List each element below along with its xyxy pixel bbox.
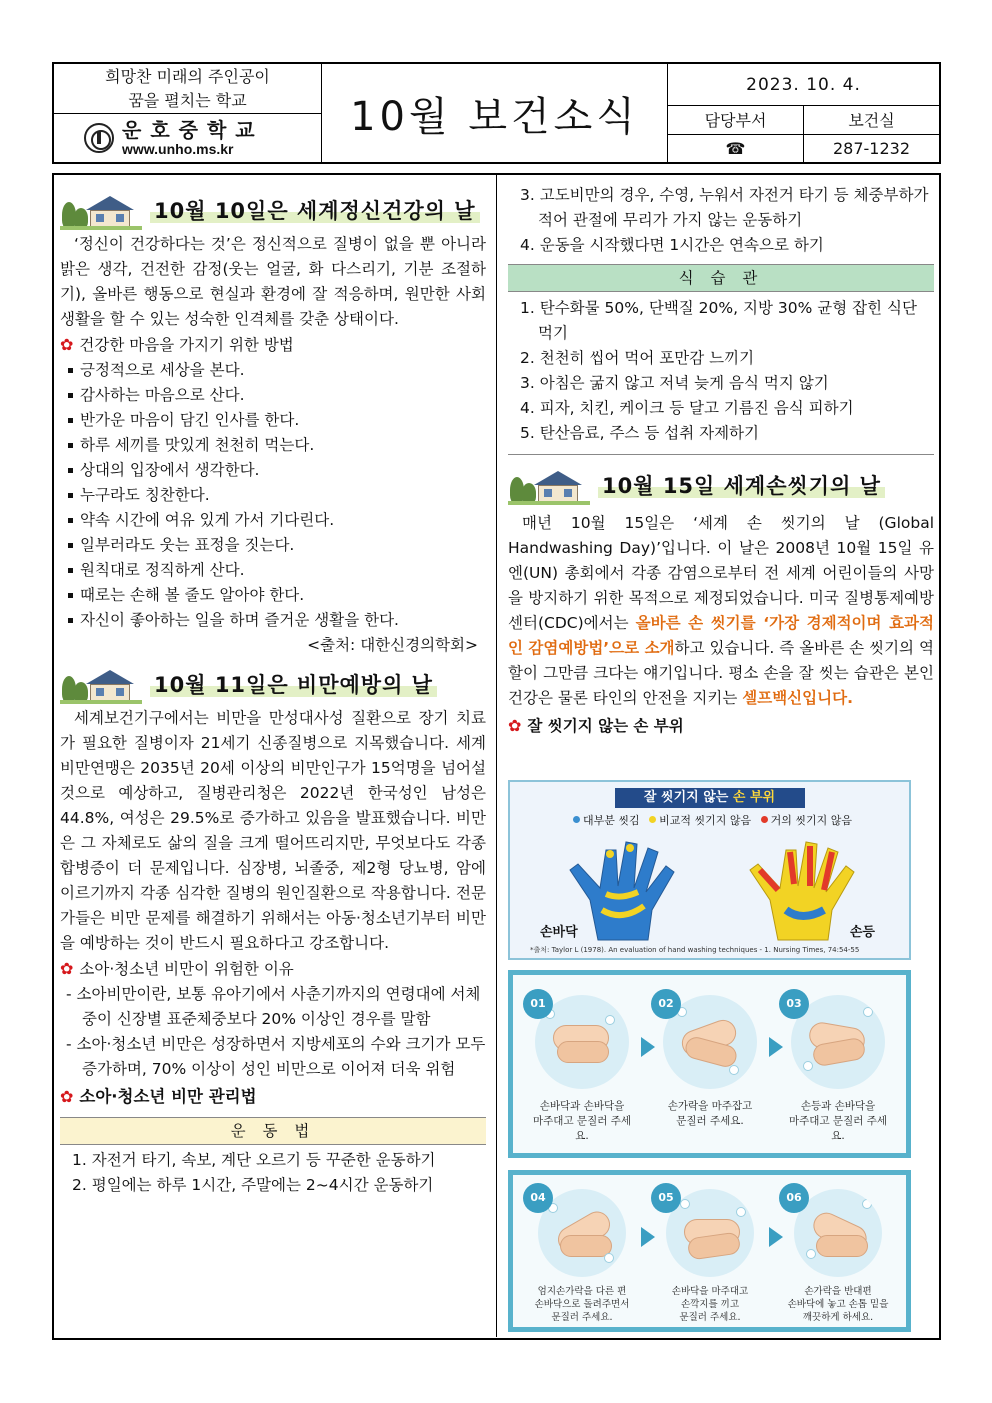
arrow-right-icon: [641, 1037, 655, 1057]
step-number: 05: [651, 1183, 681, 1213]
tips-heading: ✿ 건강한 마음을 가지기 위한 방법: [60, 335, 294, 354]
step-card: [527, 995, 637, 1144]
diet-band: 식 습 관: [508, 264, 934, 292]
step-caption: 손등과 손바닥을: [800, 1100, 876, 1112]
phone-icon: ☎: [668, 135, 804, 163]
section-heading-mental-health: [60, 190, 486, 232]
house-icon: [508, 467, 590, 505]
school-emblem-icon: [84, 123, 114, 153]
step-caption: 깨끗하게 하세요.: [802, 1312, 874, 1323]
step-caption: 손가락을 반대편: [804, 1286, 872, 1297]
issue-info: [668, 64, 939, 162]
step-number: 04: [523, 1183, 553, 1213]
step-caption: 마주대고 문질러 주세요.: [533, 1115, 631, 1142]
arrow-right-icon: [769, 1227, 783, 1247]
section-heading-handwashing: [508, 465, 934, 507]
legend-dot: [573, 816, 580, 823]
column-divider: [496, 175, 497, 1337]
step-caption: 손바닥에 놓고 손톱 밑을: [787, 1299, 889, 1310]
step-card: [783, 1189, 893, 1324]
list-item: 1. 자전거 타기, 속보, 계단 오르기 등 꾸준한 운동하기: [72, 1151, 436, 1169]
step-caption: 손바닥으로 돌려주면서: [534, 1299, 630, 1310]
dept-label: 담당부서: [668, 106, 804, 134]
list-item: 감사하는 마음으로 산다.: [60, 383, 486, 408]
highlight-text: 셀프백신입니다.: [742, 689, 853, 707]
palm-label: 손바닥: [540, 925, 578, 940]
back-hand-icon: [750, 842, 854, 940]
step-card: [655, 995, 765, 1129]
palm-hand-icon: [570, 842, 674, 940]
step-number: 06: [779, 1183, 809, 1213]
motto-line-2: 꿈을 펼치는 학교: [128, 91, 247, 110]
mental-health-intro: ‘정신이 건강하다는 것’은 정신적으로 질병이 없을 뿐 아니라 밝은 생각, 건전한 감정(웃는 얼굴, 화 다스리기, 기분 조절하기), 올바른 행동으로 현실과 환경에 잘 적응하며, 원만한 사회생활을 할 수 있는 성숙한 인격체를 갖춘 상태이다.: [60, 235, 486, 328]
step-caption: 손바닥과 손바닥을: [539, 1100, 625, 1112]
school-block: [54, 64, 322, 162]
section-heading-obesity: [60, 664, 486, 706]
issue-date: 2023. 10. 4.: [668, 64, 939, 106]
diet-list: [508, 296, 934, 446]
step-caption: 엄지손가락을 다른 편: [537, 1286, 627, 1297]
list-item: 때로는 손해 볼 줄도 알아야 한다.: [60, 583, 486, 608]
exercise-list-continued: [508, 183, 934, 258]
right-column: [508, 183, 934, 739]
list-item: 약속 시간에 여유 있게 가서 기다린다.: [60, 508, 486, 533]
dept-value: 보건실: [848, 111, 895, 131]
manage-heading: ✿ 소아·청소년 비만 관리법: [60, 1087, 257, 1106]
legend-dot: [649, 816, 656, 823]
exercise-band: 운 동 법: [60, 1117, 486, 1145]
source-note: <출처: 대한신경의학회>: [307, 636, 478, 654]
step-number: 03: [779, 989, 809, 1019]
highlight-text: 올바른 손 씻기를 ‘가장 경제적이며 효과적인 감염예방법’으로 소개: [508, 614, 934, 657]
list-item: 5. 탄산음료, 주스 등 섭취 자제하기: [520, 424, 760, 442]
flower-icon: ✿: [60, 959, 74, 978]
missed-areas-heading: ✿ 잘 씻기지 않는 손 부위: [508, 716, 684, 735]
list-item: 4. 피자, 치킨, 케이크 등 달고 기름진 음식 피하기: [520, 399, 854, 417]
risk-heading: ✿ 소아·청소년 비만이 위험한 이유: [60, 959, 294, 978]
handwashing-steps-1-3: [508, 970, 911, 1158]
step-number: 01: [523, 989, 553, 1019]
step-caption: 손바닥을 마주대고: [671, 1286, 749, 1297]
step-caption: 문질러 주세요.: [676, 1115, 744, 1127]
legend-dot: [761, 816, 768, 823]
motto-line-1: 희망찬 미래의 주인공이: [105, 67, 270, 86]
list-item: 2. 평일에는 하루 1시간, 주말에는 2~4시간 운동하기: [72, 1176, 434, 1194]
step-caption: 문질러 주세요.: [551, 1312, 613, 1323]
list-item: 하루 세끼를 맛있게 천천히 먹는다.: [60, 433, 486, 458]
step-caption: 마주대고 문질러 주세요.: [789, 1115, 887, 1142]
step-caption: 손가락을 마주잡고: [667, 1100, 753, 1112]
left-column: [60, 190, 486, 1198]
separator: [508, 454, 934, 455]
section-title: 10월 11일은 비만예방의 날: [150, 673, 437, 697]
handwashing-steps-4-6: [508, 1170, 911, 1332]
list-item: 3. 고도비만의 경우, 수영, 누워서 자전거 타기 등 체중부하가 적어 관절에 무리가 가지 않는 운동하기: [520, 186, 929, 229]
school-url[interactable]: www.unho.ms.kr: [122, 141, 234, 157]
list-item: 반가운 마음이 담긴 인사를 한다.: [60, 408, 486, 433]
flower-icon: ✿: [60, 335, 74, 354]
house-icon: [60, 666, 142, 704]
list-item: 자신이 좋아하는 일을 하며 즐거운 생활을 한다.: [60, 608, 486, 633]
flower-icon: ✿: [508, 716, 522, 735]
missed-areas-illustration: [508, 780, 911, 960]
school-identity: [54, 114, 321, 162]
list-item: 일부러라도 웃는 표정을 짓는다.: [60, 533, 486, 558]
illustration-title: 잘 씻기지 않는 손 부위: [615, 788, 805, 808]
school-motto: [54, 64, 321, 114]
house-icon: [60, 192, 142, 230]
newsletter-header: [52, 62, 941, 164]
back-label: 손등: [849, 925, 875, 940]
list-item: 원칙대로 정직하게 산다.: [60, 558, 486, 583]
list-item: 2. 천천히 씹어 먹어 포만감 느끼기: [520, 349, 755, 367]
exercise-list: [60, 1148, 486, 1198]
phone-number: 287-1232: [832, 138, 911, 158]
step-caption: 손깍지를 끼고: [680, 1299, 740, 1310]
list-item: 긍정적으로 세상을 본다.: [60, 358, 486, 383]
list-item: 4. 운동을 시작했다면 1시간은 연속으로 하기: [520, 236, 824, 254]
school-name: 운호중학교: [122, 118, 264, 142]
handwashing-paragraph: 매년 10월 15일은 ‘세계 손 씻기의 날 (Global Handwashing Day)’입니다. 이 날은 2008년 10월 15일 유엔(UN) 총회에서 각종 감염으로부터 전 세계 어린이들의 사망을 방지하기 위한 목적으로 제정되었습니다. 미국 질병통제예방센터(CDC)에서는 올바른 손 씻기를 ‘가장 경제적이며 효과적인 감염예방법’으로 소개하고 있습니다. 즉 올바른 손 씻기의 역할이 그만큼 크다는 얘기입니다. 평소 손을 잘 씻는 습관은 본인 건강은 물론 타인의 안전을 지키는 셀프백신입니다.: [508, 514, 934, 707]
arrow-right-icon: [769, 1037, 783, 1057]
section-title: 10월 10일은 세계정신건강의 날: [150, 199, 480, 223]
section-title: 10월 15일 세계손씻기의 날: [598, 474, 885, 498]
newsletter-title: 10월 보건소식: [322, 64, 668, 162]
step-card: [527, 1189, 637, 1324]
illustration-source: *출처: Taylor L (1978). An evaluation of hand washing techniques - 1. Nursing Times, 74:54-55: [530, 946, 860, 954]
flower-icon: ✿: [60, 1087, 74, 1106]
list-item: 누구라도 칭찬한다.: [60, 483, 486, 508]
tips-list: [60, 358, 486, 633]
step-caption: 문질러 주세요.: [679, 1312, 741, 1323]
obesity-intro: 세계보건기구에서는 비만을 만성대사성 질환으로 장기 치료가 필요한 질병이자 21세기 신종질병으로 지목했습니다. 세계비만연맹은 2035년 20세 이상의 비만인구가 15억명을 넘어설 것으로 예상하고, 질병관리청은 2022년 한국성인 남성은 44.8%, 여성은 29.5%로 증가하고 있음을 발표했습니다. 비만은 그 자체로도 삶의 질을 크게 떨어뜨리지만, 무엇보다도 각종 합병증이 더 문제입니다. 심장병, 뇌졸중, 제2형 당뇨병, 암에 이르기까지 각종 심각한 질병의 원인질환으로 작용합니다. 전문가들은 비만 문제를 해결하기 위해서는 아동·청소년기부터 비만을 예방하는 것이 반드시 필요하다고 강조합니다.: [60, 709, 486, 952]
arrow-right-icon: [641, 1227, 655, 1247]
legend: 대부분 씻김 비교적 씻기지 않음 거의 씻기지 않음: [510, 812, 909, 828]
risk-item: - 소아비만이란, 보통 유아기에서 사춘기까지의 연령대에 서체중이 신장별 표준체중보다 20% 이상인 경우를 말함: [66, 985, 481, 1028]
risk-item: - 소아·청소년 비만은 성장하면서 지방세포의 수와 크기가 모두 증가하며, 70% 이상이 성인 비만으로 이어져 더욱 위험: [66, 1035, 486, 1078]
list-item: 1. 탄수화물 50%, 단백질 20%, 지방 30% 균형 잡힌 식단 먹기: [520, 299, 917, 342]
step-number: 02: [651, 989, 681, 1019]
list-item: 상대의 입장에서 생각한다.: [60, 458, 486, 483]
step-card: [783, 995, 893, 1144]
step-card: [655, 1189, 765, 1324]
list-item: 3. 아침은 굶지 않고 저녁 늦게 음식 먹지 않기: [520, 374, 829, 392]
